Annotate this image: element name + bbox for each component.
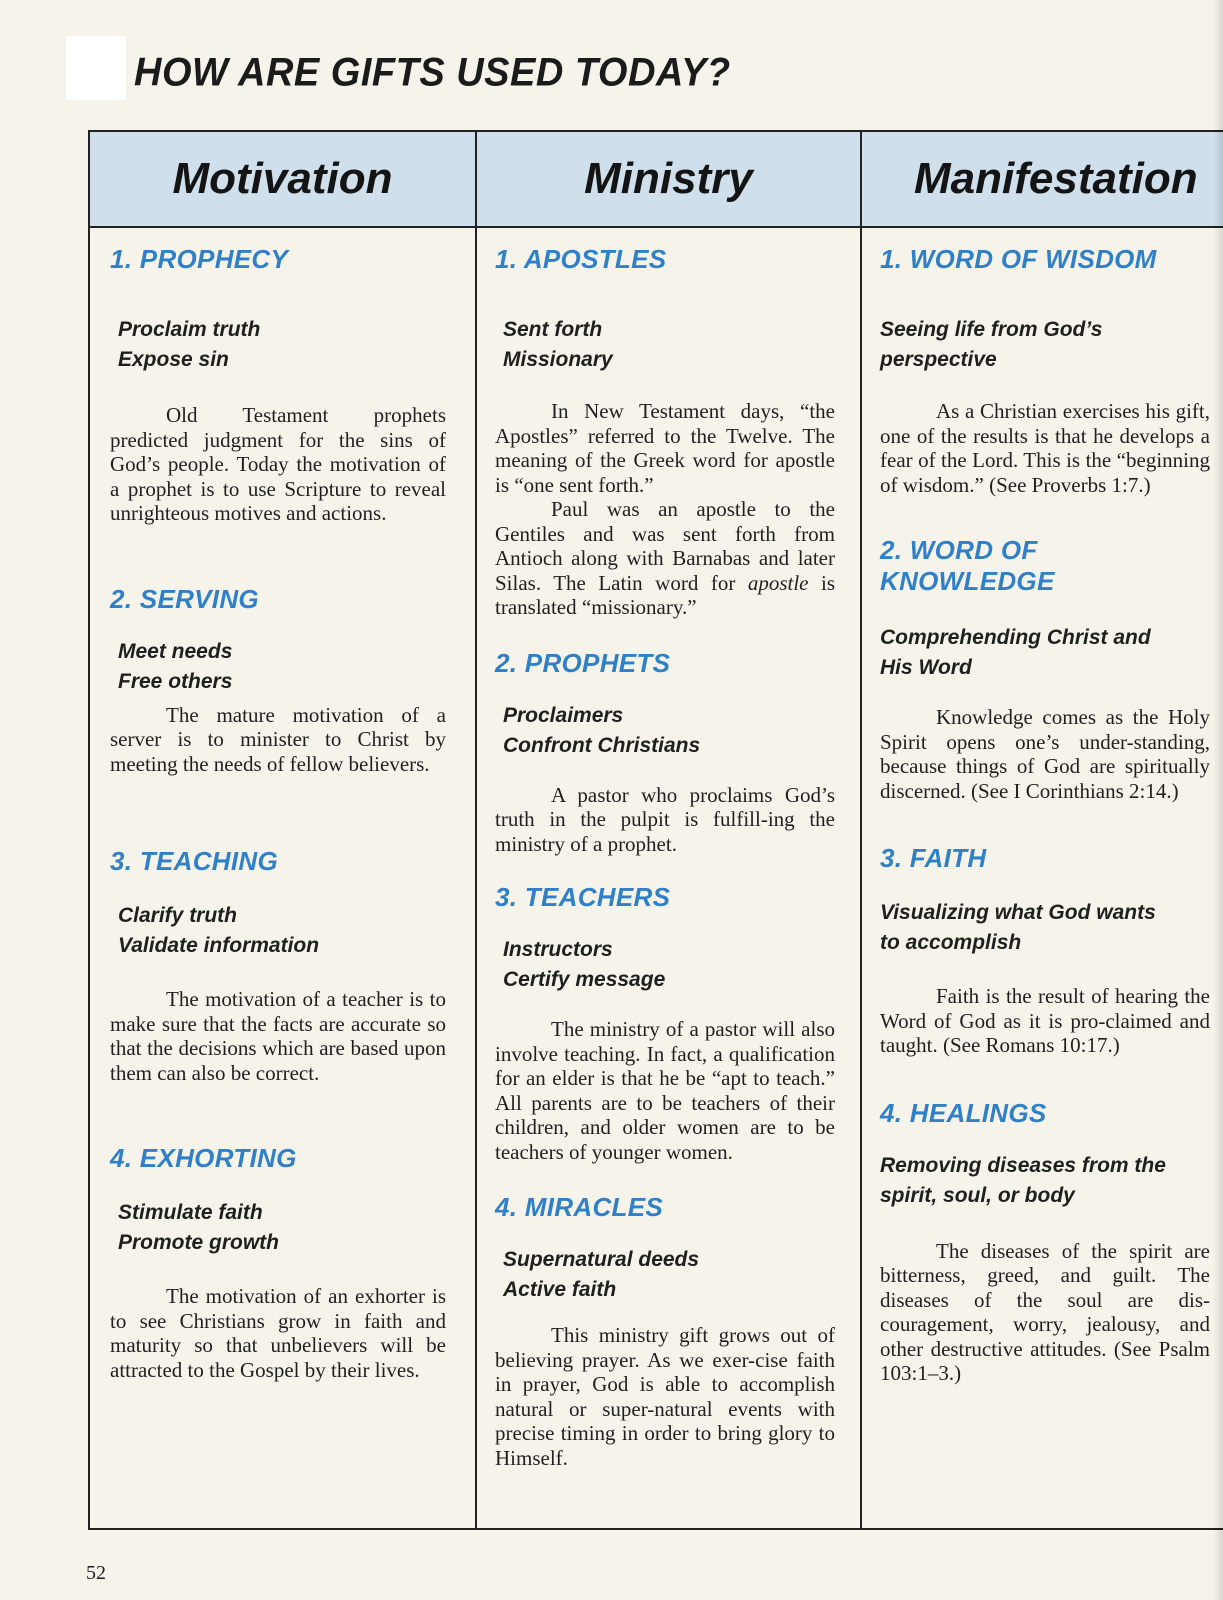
gift-faith [880, 843, 1210, 1058]
gift-description: This ministry gift grows out of believing prayer. As we exer-cise faith in prayer, God is able to accomplish natural or super-natural events with precise timing in order to bring glory to Himself. [495, 1323, 835, 1470]
gift-healings [880, 1098, 1210, 1386]
gift-subtitle: Clarify truth Validate information [118, 904, 320, 957]
gift-word-of-wisdom [880, 244, 1210, 497]
gift-title: 4. HEALINGS [880, 1097, 1047, 1128]
header-motivation: Motivation [172, 154, 393, 203]
gift-title: 2. SERVING [110, 583, 259, 614]
gift-teaching [110, 846, 450, 1085]
gift-title: 3. TEACHING [110, 846, 278, 876]
gift-serving [110, 584, 450, 777]
gift-title: 1. WORD OF WISDOM [880, 244, 1157, 274]
motivation-column [110, 228, 450, 1528]
gift-teachers [495, 882, 835, 1164]
gift-subtitle: Visualizing what God wants to accomplish [880, 901, 1156, 954]
gift-description: The diseases of the spirit are bitterness, greed, and guilt. The diseases of the soul are dis-couragement, worry, jealousy, and other destructive attitudes. (See Psalm 103:1–3.) [880, 1238, 1210, 1385]
gift-prophecy [110, 244, 450, 526]
gift-description: The motivation of a teacher is to make sure that the facts are accurate so that the decisions which are based upon them can also be correct. [110, 987, 446, 1085]
page-edge-shadow [1213, 0, 1223, 1600]
gift-title: 3. TEACHERS [495, 882, 671, 912]
gift-word-of-knowledge [880, 535, 1210, 803]
gift-subtitle: Supernatural deeds Active faith [503, 1248, 700, 1301]
gift-title: 2. PROPHETS [495, 647, 671, 678]
gift-subtitle: Seeing life from God’s perspective [880, 318, 1103, 371]
gift-miracles [495, 1192, 835, 1470]
header-ministry: Ministry [584, 154, 753, 203]
gift-subtitle: Comprehending Christ and His Word [880, 626, 1151, 679]
gift-exhorting [110, 1143, 450, 1382]
gift-title: 4. MIRACLES [495, 1192, 663, 1222]
page-title: HOW ARE GIFTS USED TODAY? [134, 50, 731, 96]
page-number: 52 [86, 1562, 106, 1584]
gift-subtitle: Stimulate faith Promote growth [118, 1201, 279, 1254]
gift-description: A pastor who proclaims God’s truth in the pulpit is fulfill-ing the ministry of a prophet. [495, 782, 835, 856]
gift-description: Knowledge comes as the Holy Spirit opens one’s under-standing, because things of God are spiritually discerned. (See I Corinthians 2:14.) [880, 705, 1210, 803]
gift-description: The ministry of a pastor will also involve teaching. In fact, a qualification for an elder is that he be “apt to teach.” All parents are to be teachers of their children, and older women are to be teachers of younger women. [495, 1017, 835, 1164]
column-divider [475, 132, 477, 1528]
gift-description: The mature motivation of a server is to minister to Christ by meeting the needs of fellow believers. [110, 702, 446, 776]
gift-title: 1. APOSTLES [495, 244, 667, 274]
corner-block [66, 36, 126, 100]
gift-subtitle: Instructors Certify message [503, 938, 666, 991]
column-divider [860, 132, 862, 1528]
gift-description-continued: Paul was an apostle to the Gentiles and was sent forth from Antioch along with Barnabas and later Silas. The Latin word for apostle is translated “missionary.” [495, 497, 835, 619]
gift-title: 1. PROPHECY [110, 244, 289, 274]
gift-apostles [495, 244, 835, 620]
gift-subtitle: Proclaim truth Expose sin [118, 318, 261, 371]
gift-description: In New Testament days, “the Apostles” referred to the Twelve. The meaning of the Greek word for apostle is “one sent forth.” [495, 399, 835, 497]
gift-subtitle: Removing diseases from the spirit, soul, or body [880, 1153, 1166, 1207]
ministry-column [495, 228, 835, 1528]
gifts-table [88, 130, 1223, 1530]
gift-subtitle: Proclaimers Confront Christians [503, 703, 701, 757]
manifestation-column [880, 228, 1210, 1528]
gift-description: Faith is the result of hearing the Word of God as it is pro-claimed and taught. (See Romans 10:17.) [880, 984, 1210, 1057]
gift-title: 4. EXHORTING [110, 1143, 297, 1173]
gift-description: Old Testament prophets predicted judgment for the sins of God’s people. Today the motivation of a prophet is to use Scripture to reveal unrighteous motives and actions. [110, 403, 446, 525]
gift-subtitle: Sent forth Missionary [503, 318, 613, 371]
gift-prophets [495, 648, 835, 857]
gift-title: 3. FAITH [880, 843, 987, 873]
header-manifestation: Manifestation [914, 154, 1198, 203]
gift-description: The motivation of an exhorter is to see Christians grow in faith and maturity so that unbelievers will be attracted to the Gospel by their lives. [110, 1284, 446, 1382]
gift-description: As a Christian exercises his gift, one of the results is that he develops a fear of the Lord. This is the “beginning of wisdom.” (See Proverbs 1:7.) [880, 399, 1210, 497]
gift-title: 2. WORD OF KNOWLEDGE [880, 535, 1055, 596]
gift-subtitle: Meet needs Free others [118, 639, 233, 693]
header-row [90, 132, 1223, 228]
